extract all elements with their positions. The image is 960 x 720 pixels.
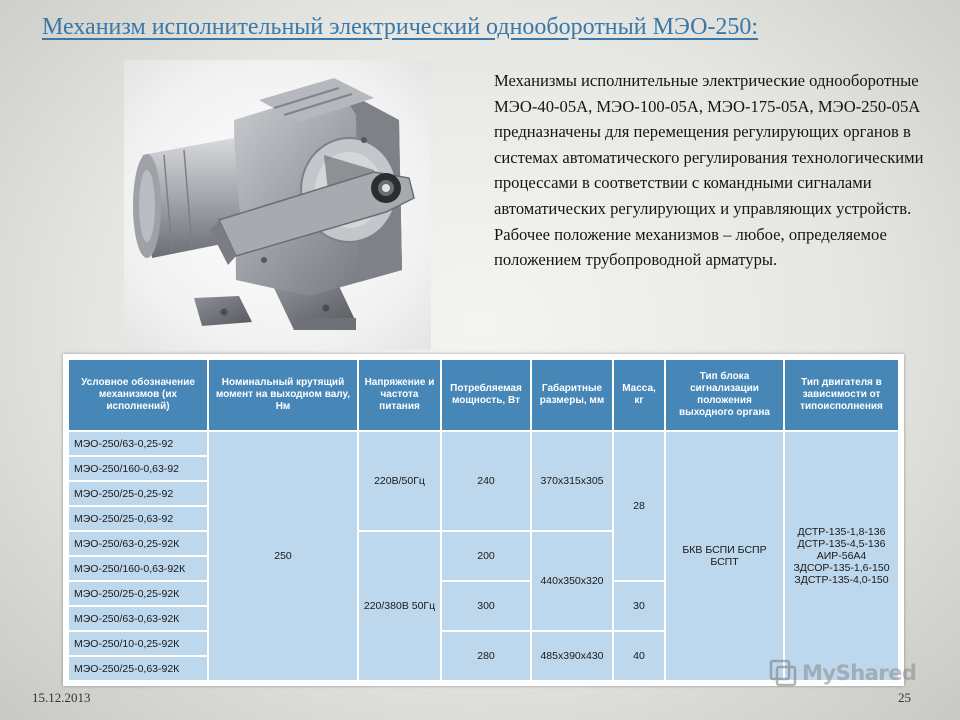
header-voltage: Напряжение и частота питания — [359, 360, 440, 430]
header-designation: Условное обозначение механизмов (их исполнений) — [69, 360, 207, 430]
model-cell: МЭО-250/25-0,25-92К — [69, 582, 207, 605]
mass-cell: 28 — [614, 432, 664, 580]
mass-cell: 30 — [614, 582, 664, 630]
specs-table-panel — [63, 354, 904, 686]
watermark-text: MyShared — [802, 661, 917, 685]
header-dimensions: Габаритные размеры, мм — [532, 360, 612, 430]
myshared-logo-icon — [768, 658, 798, 688]
model-cell: МЭО-250/160-0,63-92К — [69, 557, 207, 580]
table-header-row — [69, 360, 898, 430]
dimensions-cell: 485х390х430 — [532, 632, 612, 680]
mechanism-description: Механизмы исполнительные электрические однооборотные МЭО-40-05А, МЭО-100-05А, МЭО-175-05А, МЭО-250-05А предназначены для перемещения регулирующих органов в системах автоматического регулирования технологическими процессами в соответствии с командными сигналами автоматических регулирующих и управляющих устройств. Рабочее положение механизмов – любое, определяемое положением трубопроводной арматуры. — [494, 71, 924, 270]
mass-cell: 40 — [614, 632, 664, 680]
voltage-cell: 220В/50Гц — [359, 432, 440, 530]
model-cell: МЭО-250/10-0,25-92К — [69, 632, 207, 655]
model-cell: МЭО-250/63-0,25-92К — [69, 532, 207, 555]
header-motor-type: Тип двигателя в зависимости от типоисполнения — [785, 360, 898, 430]
power-cell: 200 — [442, 532, 530, 580]
power-cell: 300 — [442, 582, 530, 630]
header-torque: Номинальный крутящий момент на выходном валу, Нм — [209, 360, 357, 430]
motor-type-cell: ДСТР-135-1,8-136 ДСТР-135-4,5-136 АИР-56А4 ЗДСОР-135-1,6-150 ЗДСТР-135-4,0-150 — [785, 432, 898, 680]
dimensions-cell: 440х350х320 — [532, 532, 612, 630]
actuator-photo — [124, 60, 431, 350]
model-cell: МЭО-250/25-0,25-92 — [69, 482, 207, 505]
slide-page-number: 25 — [898, 690, 911, 705]
header-signal-block: Тип блока сигнализации положения выходного органа — [666, 360, 783, 430]
specs-table — [67, 358, 900, 682]
torque-cell: 250 — [209, 432, 357, 680]
myshared-watermark — [768, 656, 928, 690]
slide-date: 15.12.2013 — [32, 690, 91, 705]
header-mass: Масса, кг — [614, 360, 664, 430]
slide-title: Механизм исполнительный электрический однооборотный МЭО-250: — [42, 14, 759, 40]
dimensions-cell: 370х315х305 — [532, 432, 612, 530]
model-cell: МЭО-250/63-0,25-92 — [69, 432, 207, 455]
power-cell: 240 — [442, 432, 530, 530]
header-power: Потребляемая мощность, Вт — [442, 360, 530, 430]
voltage-cell: 220/380В 50Гц — [359, 532, 440, 680]
signal-block-cell: БКВ БСПИ БСПР БСПТ — [666, 432, 783, 680]
actuator-illustration — [124, 60, 431, 350]
model-cell: МЭО-250/160-0,63-92 — [69, 457, 207, 480]
model-cell: МЭО-250/25-0,63-92 — [69, 507, 207, 530]
table-row — [69, 432, 898, 455]
model-cell: МЭО-250/25-0,63-92К — [69, 657, 207, 680]
power-cell: 280 — [442, 632, 530, 680]
model-cell: МЭО-250/63-0,63-92К — [69, 607, 207, 630]
